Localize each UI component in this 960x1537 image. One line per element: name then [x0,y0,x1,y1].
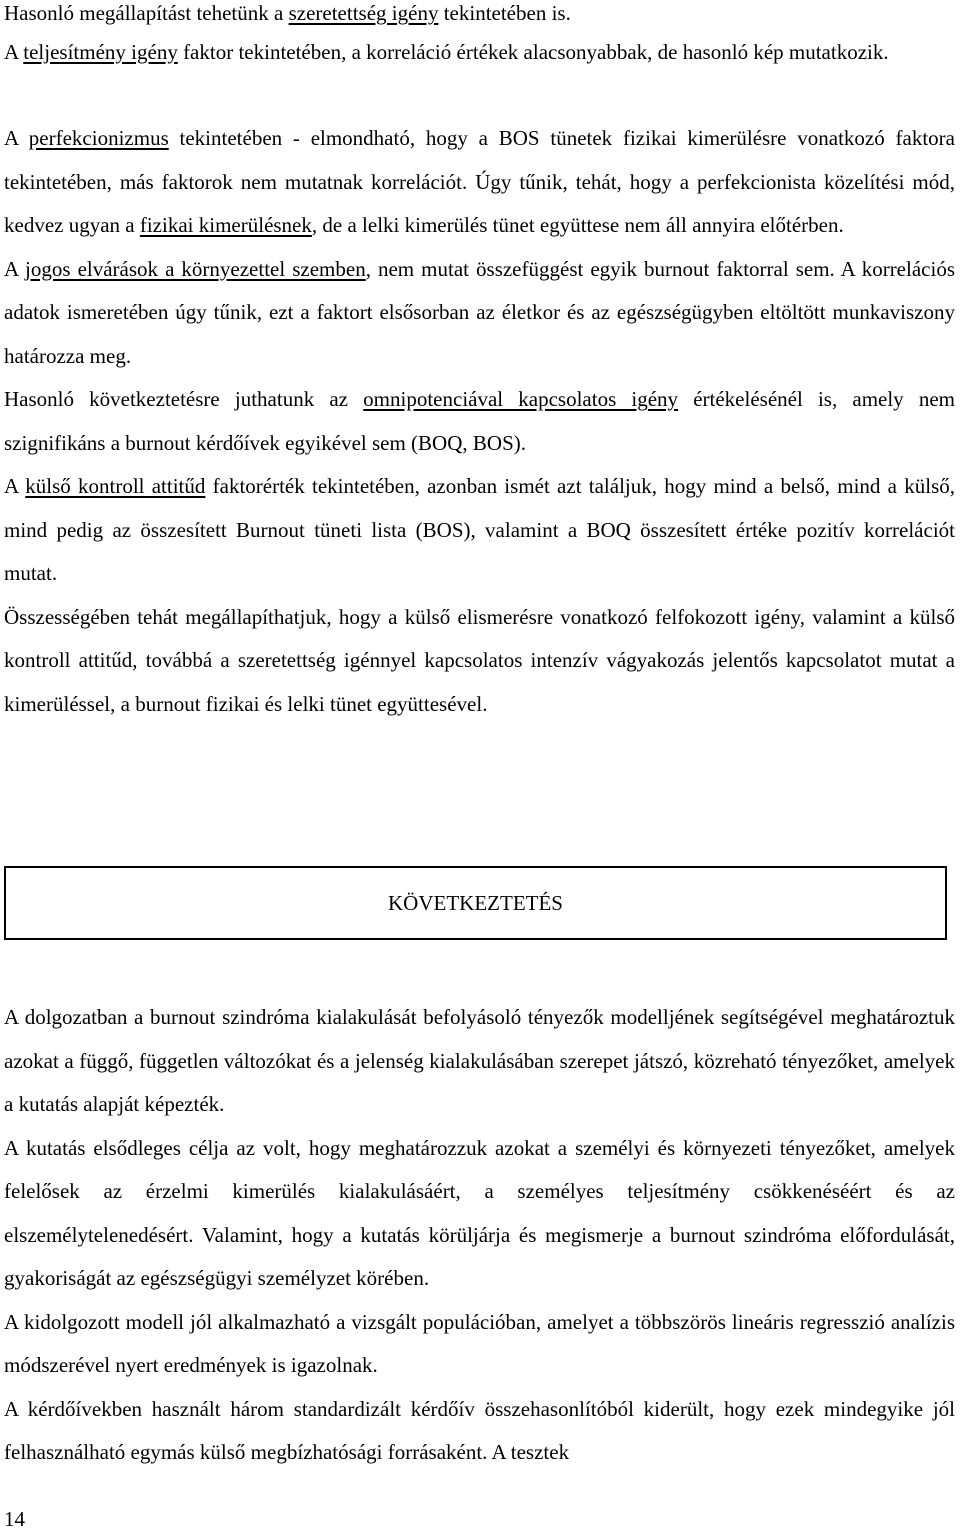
text-run: A [4,256,26,281]
paragraph-p9 [4,1127,955,1301]
text-run: tekintetében is. [438,1,571,25]
text-run: , de a lelki kimerülés tünet együttese nem áll annyira előtérben. [311,213,844,237]
text-run: faktorérték tekintetében, azonban ismét azt találjuk, hogy mind a belső, mind a külső, mind pedig az összesített Burnout tüneti lista (BOS), valamint a BOQ összesített értéke pozitív korrelációt mutat. [4,474,955,585]
text-run: A kutatás elsődleges célja az volt, hogy meghatározzuk azokat a személyi és környezeti tényezőket, amelyek felelősek az érzelmi kimerülés kialakulásáért, a személyes teljesítmény csökkenéséért és az elszemélytelenedésért. Valamint, hogy a kutatás körüljárja és megismerje a burnout szindróma előfordulását, gyakoriságát az egészségügyi személyzet körében. [4,1135,955,1290]
paragraph-p6 [4,465,955,596]
underlined-term: fizikai kimerülésnek [139,213,312,237]
section-title-box [4,866,947,940]
paragraph-p1 [4,0,955,33]
underlined-term: perfekcionizmus [28,126,169,150]
underlined-term: omnipotenciával kapcsolatos igény [363,387,679,411]
underlined-term: külső kontroll attitűd [25,474,206,498]
top-paragraphs [4,0,955,71]
underlined-term: jogos elvárások a környezettel szemben [25,256,366,281]
text-run: A [4,126,29,150]
text-run: faktor tekintetében, a korreláció értékek alacsonyabbak, de hasonló kép mutatkozik. [177,39,889,64]
page-number: 14 [4,1507,25,1531]
text-run: A dolgozatban a burnout szindróma kialakulását befolyásoló tényezők modelljének segítségével meghatároztuk azokat a függő, független változókat és a jelenség kialakulásában szerepet játszó, közreható tényezőket, amelyek a kutatás alapját képezték. [4,1005,955,1116]
analysis-paragraphs [4,117,955,726]
paragraph-p7 [4,596,955,727]
text-run: értékelésénél is, amely nem szignifikáns a burnout kérdőívek egyikével sem (BOQ, BOS). [4,387,955,455]
text-run: tekintetében - elmondható, hogy a BOS tünetek fizikai kimerülésre vonatkozó faktora tekintetében, más faktorok nem mutatnak korrelációt. Úgy tűnik, tehát, hogy a perfekcionista közelítési mód, kedvez ugyan a [4,126,955,237]
text-run: A [4,39,24,64]
section-title: KÖVETKEZTETÉS [388,890,563,915]
text-run: Összességében tehát megállapíthatjuk, hogy a külső elismerésre vonatkozó felfokozott igény, valamint a külső kontroll attitűd, továbbá a szeretettség igénnyel kapcsolatos intenzív vágyakozás jelentős kapcsolatot mutat a kimerüléssel, a burnout fizikai és lelki tünet együttesével. [4,604,955,716]
text-run: , nem mutat összefüggést egyik burnout faktorral sem. A korrelációs adatok ismeretében úgy tűnik, ezt a faktort elsősorban az életkor és az egészségügyben eltöltött munkaviszony határozza meg. [4,256,955,368]
underlined-term: szeretettség igény [288,1,439,25]
conclusion-paragraphs [4,996,955,1475]
paragraph-p2 [4,33,955,72]
text-run: A kidolgozott modell jól alkalmazható a vizsgált populációban, amelyet a többszörös lineáris regresszió analízis módszerével nyert eredmények is igazolnak. [4,1309,955,1377]
text-run: A kérdőívekben használt három standardizált kérdőív összehasonlítóból kiderült, hogy ezek mindegyike jól felhasználható egymás külső megbízhatósági forrásaként. A tesztek [4,1396,955,1464]
text-run: Hasonló következtetésre juthatunk az [4,387,364,411]
text-run: A [4,474,26,498]
paragraph-p11 [4,1388,955,1475]
paragraph-p5 [4,378,955,465]
paragraph-p4 [4,248,955,379]
text-run: Hasonló megállapítást tehetünk a [4,1,289,25]
paragraph-p10 [4,1301,955,1388]
paragraph-p3 [4,117,955,248]
underlined-term: teljesítmény igény [23,39,178,64]
paragraph-p8 [4,996,955,1127]
